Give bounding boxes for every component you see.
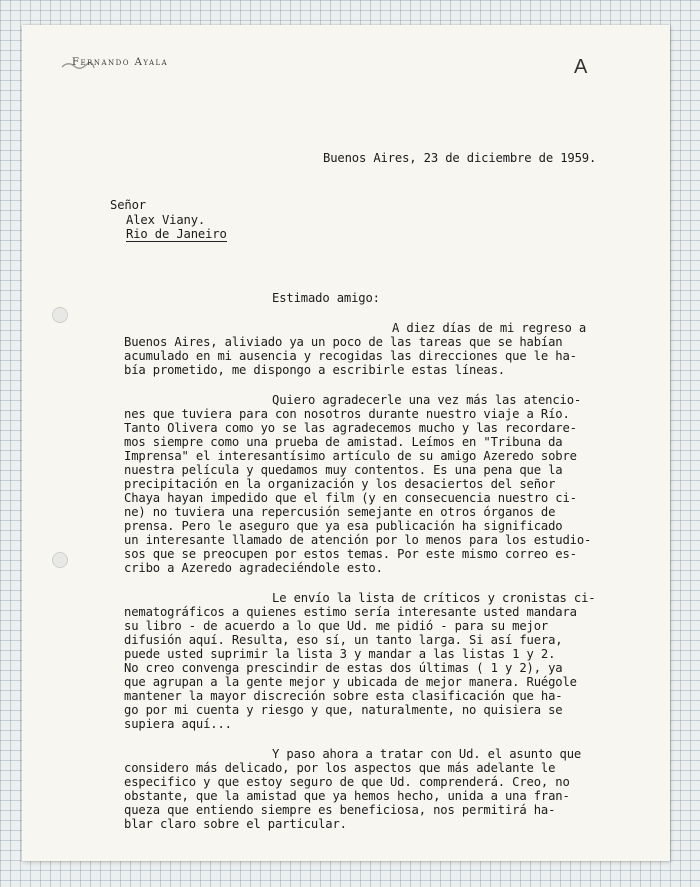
body-line: blar claro sobre el particular. (124, 817, 347, 831)
recipient-line: Alex Viany. (126, 213, 206, 227)
body-line: Quiero agradecerle una vez más las atencio- (272, 393, 582, 407)
body-line: obstante, que la amistad que ya hemos hecho, unida a una fran- (124, 789, 570, 803)
body-line: mos siempre como una prueba de amistad. Leímos en "Tribuna da (124, 435, 563, 449)
body-line: mantener la mayor discreción sobre esta clasificación que ha- (124, 689, 563, 703)
letterhead: Fernando Ayala (72, 57, 169, 68)
body-line: cribo a Azeredo agradeciéndole esto. (124, 561, 383, 575)
body-line: Tanto Olivera como yo se las agradecemos mucho y las recordare- (124, 421, 577, 435)
recipient-line: Señor (110, 198, 146, 212)
body-line: Buenos Aires, aliviado ya un poco de las tareas que se habían (124, 335, 563, 349)
handwritten-mark: A (574, 56, 588, 78)
letter-date: Buenos Aires, 23 de diciembre de 1959. (323, 151, 597, 165)
body-line: sos que se preocupen por estos temas. Por este mismo correo es- (124, 547, 577, 561)
body-line: prensa. Pero le aseguro que ya esa publicación ha significado (124, 519, 563, 533)
body-line: supiera aquí... (124, 717, 232, 731)
body-line: puede usted suprimir la lista 3 y mandar a las listas 1 y 2. (124, 647, 556, 661)
body-line: nematográficos a quienes estimo sería interesante usted mandara (124, 605, 577, 619)
body-line: ne) no tuviera una repercusión semejante en otros órganos de (124, 505, 556, 519)
body-line: difusión aquí. Resulta, eso sí, un tanto larga. Si así fuera, (124, 633, 563, 647)
salutation: Estimado amigo: (272, 291, 380, 305)
punch-hole (52, 307, 68, 323)
punch-hole (52, 552, 68, 568)
body-line: nuestra película y quedamos muy contentos. Es una pena que la (124, 463, 563, 477)
recipient-line: Rio de Janeiro (126, 227, 227, 241)
body-line: especifico y que estoy seguro de que Ud. comprenderá. Creo, no (124, 775, 570, 789)
body-line: su libro - de acuerdo a lo que Ud. me pidió - para su mejor (124, 619, 549, 633)
body-line: No creo convenga prescindir de estas dos últimas ( 1 y 2), ya (124, 661, 563, 675)
body-line: go por mi cuenta y riesgo y que, naturalmente, no quisiera se (124, 703, 563, 717)
body-line: acumulado en mi ausencia y recogidas las direcciones que le ha- (124, 349, 577, 363)
body-line: Imprensa" el interesantísimo artículo de su amigo Azeredo sobre (124, 449, 577, 463)
body-line: bía prometido, me dispongo a escribirle estas líneas. (124, 363, 505, 377)
body-line: Le envío la lista de críticos y cronistas ci- (272, 591, 596, 605)
body-line: queza que entiendo siempre es beneficiosa, nos permitirá ha- (124, 803, 556, 817)
body-line: que agrupan a la gente mejor y ubicada de mejor manera. Ruégole (124, 675, 577, 689)
body-line: Y paso ahora a tratar con Ud. el asunto que (272, 747, 582, 761)
body-line: considero más delicado, por los aspectos que más adelante le (124, 761, 556, 775)
body-line: Chaya hayan impedido que el film (y en consecuencia nuestro ci- (124, 491, 577, 505)
body-line: A diez días de mi regreso a (392, 321, 587, 335)
body-line: precipitación en la organización y los desaciertos del señor (124, 477, 556, 491)
body-line: un interesante llamado de atención por lo menos para los estudio- (124, 533, 592, 547)
body-line: nes que tuviera para con nosotros durante nuestro viaje a Río. (124, 407, 570, 421)
